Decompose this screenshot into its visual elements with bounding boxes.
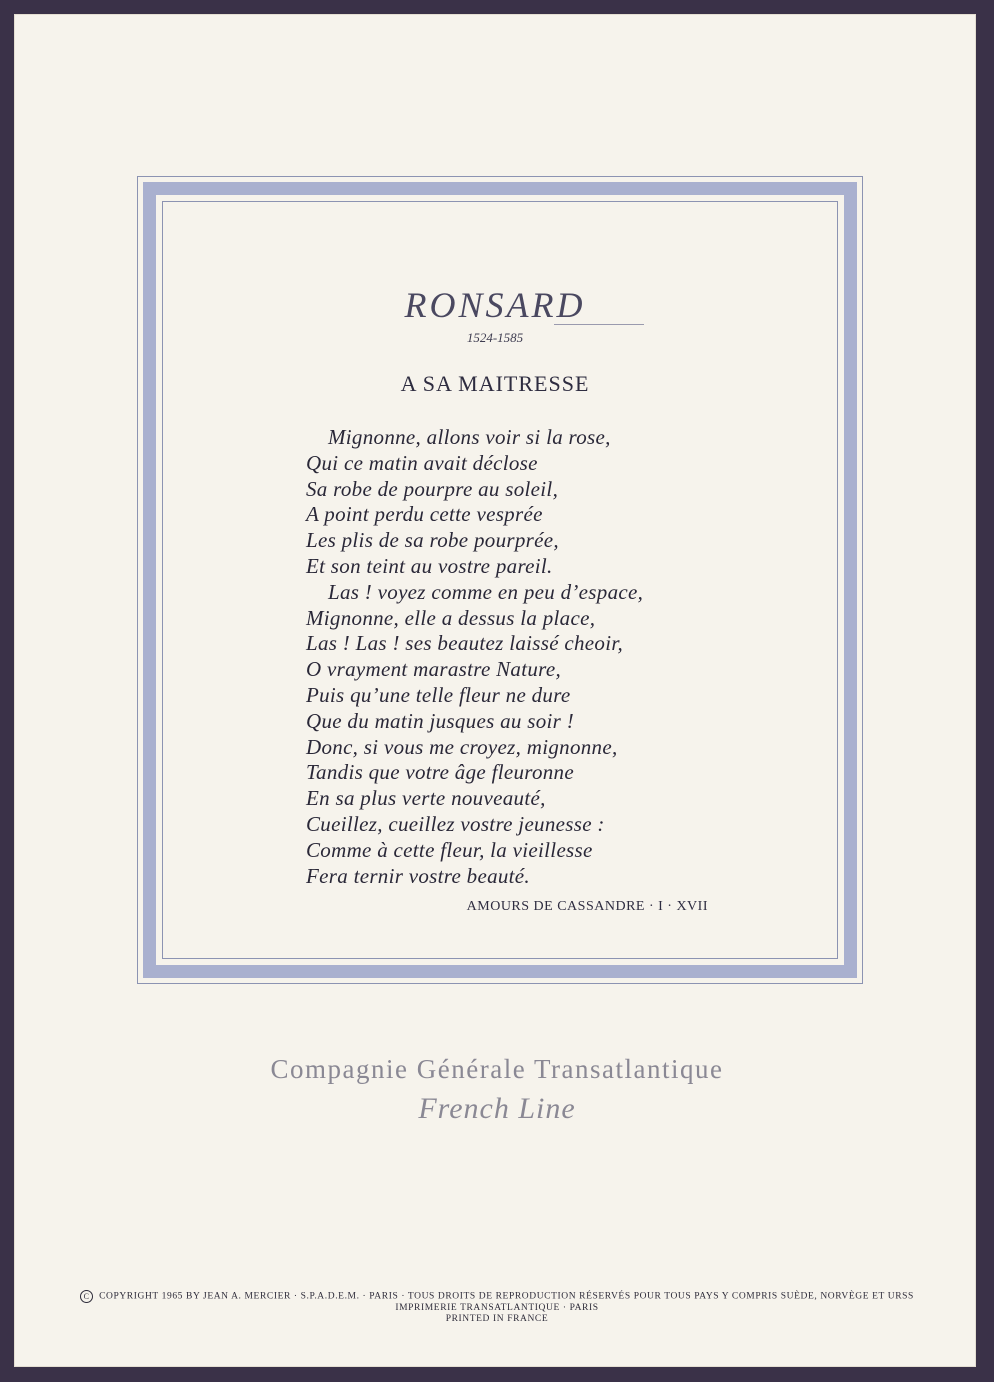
poem-line: Et son teint au vostre pareil. bbox=[306, 553, 553, 578]
footer-copyright bbox=[14, 1290, 980, 1303]
poem-source: AMOURS DE CASSANDRE · I · XVII bbox=[466, 899, 708, 914]
poem-line: Puis qu’une telle fleur ne dure bbox=[306, 682, 571, 707]
poem-line: Que du matin jusques au soir ! bbox=[306, 708, 574, 733]
poem-line: Comme à cette fleur, la vieillesse bbox=[306, 837, 593, 862]
copyright-text: COPYRIGHT 1965 BY JEAN A. MERCIER · S.P.A.D.E.M. · PARIS · TOUS DROITS DE REPRODUCTION RÉSERVÉS POUR TOUS PAYS Y COMPRIS SUÈDE, NORVÈGE ET URSS bbox=[99, 1291, 914, 1302]
poem-line: Las ! voyez comme en peu d’espace, bbox=[328, 579, 644, 604]
poem-line: Sa robe de pourpre au soleil, bbox=[306, 476, 559, 501]
poem-line: Fera ternir vostre beauté. bbox=[306, 863, 530, 888]
author-underline bbox=[554, 324, 644, 325]
poem-line: A point perdu cette vesprée bbox=[306, 502, 543, 527]
poem-line: Les plis de sa robe pourprée, bbox=[306, 528, 559, 553]
poem-line: Qui ce matin avait déclose bbox=[306, 450, 538, 475]
brand-name: French Line bbox=[418, 1092, 576, 1125]
menu-card-page bbox=[14, 14, 976, 1367]
copyright-symbol: C bbox=[80, 1290, 93, 1303]
poem-line: En sa plus verte nouveauté, bbox=[306, 786, 546, 811]
poem-line: Mignonne, elle a dessus la place, bbox=[306, 605, 596, 630]
author-name: RONSARD bbox=[404, 285, 586, 325]
company-name: Compagnie Générale Transatlantique bbox=[270, 1054, 724, 1084]
poem-line: O vrayment marastre Nature, bbox=[306, 657, 562, 682]
poem-text bbox=[306, 425, 736, 889]
poem-line: Las ! Las ! ses beautez laissé cheoir, bbox=[306, 631, 624, 656]
poem-title: A SA MAITRESSE bbox=[400, 371, 590, 396]
poem-line: Cueillez, cueillez vostre jeunesse : bbox=[306, 811, 605, 836]
poem-line: Donc, si vous me croyez, mignonne, bbox=[306, 734, 618, 759]
poem-line: Mignonne, allons voir si la rose, bbox=[328, 425, 611, 449]
poem-line: Tandis que votre âge fleuronne bbox=[306, 760, 574, 785]
footer-printer: IMPRIMERIE TRANSATLANTIQUE · PARIS bbox=[395, 1303, 599, 1313]
footer-printed-in: PRINTED IN FRANCE bbox=[445, 1314, 549, 1324]
author-dates: 1524-1585 bbox=[466, 330, 524, 345]
